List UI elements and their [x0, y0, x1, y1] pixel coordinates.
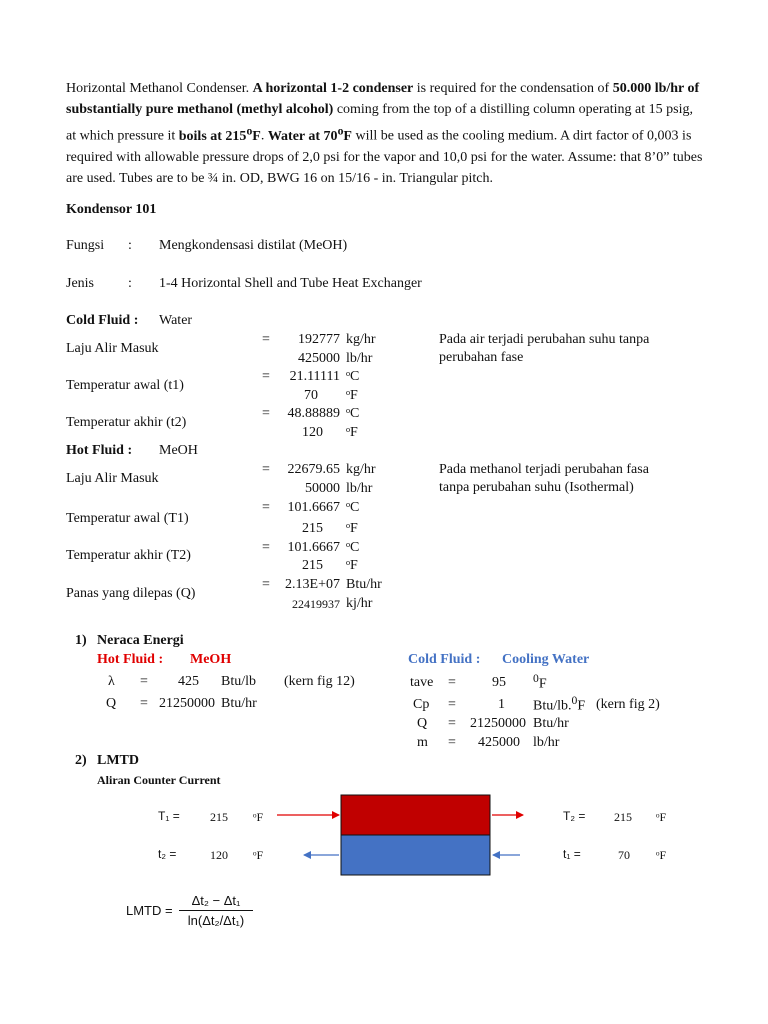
- intro-bold: boils at 215: [178, 128, 247, 144]
- cp-reference: (kern fig 2): [596, 697, 660, 712]
- hot-row-value: 101.6667: [287, 540, 340, 555]
- fungsi-colon: :: [128, 238, 132, 253]
- hot-row-unit: Btu/hr: [346, 577, 382, 592]
- cold-row-value: 21.11111: [289, 369, 340, 384]
- cold-fluid-label: Cold Fluid :: [66, 313, 139, 328]
- tave-unit-text: F: [538, 676, 547, 692]
- tave-value: 95: [492, 675, 506, 690]
- equals-sign: =: [262, 500, 270, 515]
- m-value: 425000: [478, 735, 520, 750]
- hot-fluid-heading: Hot Fluid :: [97, 652, 164, 667]
- T1-value: 215: [210, 810, 228, 824]
- T2-label: T₂ =: [563, 809, 586, 823]
- cold-row-value: 120: [302, 425, 323, 440]
- lambda-symbol: λ: [108, 674, 115, 689]
- t2-unit: ᵒF: [253, 848, 264, 862]
- degree-sup: 0: [571, 694, 578, 707]
- cold-row-value: 48.88889: [287, 406, 340, 421]
- equals-sign: =: [262, 332, 270, 347]
- fungsi-label: Fungsi: [66, 238, 105, 253]
- T1-label: T₁ =: [158, 809, 180, 823]
- cold-row-unit: ᵒC: [346, 369, 360, 384]
- intro-bold: F: [343, 128, 352, 144]
- cold-row-unit: kg/hr: [346, 332, 376, 347]
- cold-fluid-note: Pada air terjadi perubahan suhu tanpa: [439, 332, 650, 347]
- intro-text: .: [260, 128, 268, 144]
- hot-row-unit: lb/hr: [346, 481, 373, 496]
- jenis-value: 1-4 Horizontal Shell and Tube Heat Exchanger: [159, 276, 422, 291]
- hot-fluid-note: Pada methanol terjadi perubahan fasa: [439, 462, 649, 477]
- cold-stream-block: [341, 835, 490, 875]
- m-unit: lb/hr: [533, 735, 560, 750]
- intro-bold: Water at 70: [267, 128, 338, 144]
- intro-text: coming from the top of a distilling column operating at 15 psig, at which pressure it: [66, 102, 693, 144]
- section-title: LMTD: [97, 753, 139, 768]
- equals-sign: =: [262, 577, 270, 592]
- cold-row-unit: ᵒC: [346, 406, 360, 421]
- intro-text: will be used as the cooling medium. A dirt factor of 0,003 is required with allowable pressure drops of 2,0 psi for the vapor and 10,0 psi for the water. Assume: that 8’0” tubes are used. Tubes are to be ¾ in. OD, BWG 16 on 15/16 - in. Triangular pitch.: [66, 128, 703, 186]
- hot-row-value: 215: [302, 521, 323, 536]
- section-number: 2): [75, 753, 87, 768]
- flow-subtitle: Aliran Counter Current: [97, 773, 221, 787]
- t2-value: 120: [210, 848, 228, 862]
- lmtd-fraction: [179, 893, 253, 928]
- q-value: 21250000: [159, 696, 215, 711]
- cold-fluid-heading: Cold Fluid :: [408, 652, 481, 667]
- q-unit: Btu/hr: [533, 716, 569, 731]
- hot-row-value: 2.13E+07: [285, 577, 340, 592]
- hot-row-unit: ᵒF: [346, 558, 358, 573]
- fraction-bar: [179, 910, 253, 911]
- cold-fluid-name: Water: [159, 313, 193, 328]
- cold-row-unit: lb/hr: [346, 351, 373, 366]
- hot-row-unit: kj/hr: [346, 596, 373, 611]
- cp-unit-text2: F: [577, 698, 586, 714]
- lmtd-numerator: Δt₂ − Δt₁: [191, 893, 241, 908]
- m-symbol: m: [417, 735, 428, 750]
- hot-fluid-note: tanpa perubahan suhu (Isothermal): [439, 480, 634, 495]
- equals-sign: =: [448, 716, 456, 731]
- intro-bold: F: [252, 128, 261, 144]
- equals-sign: =: [448, 697, 456, 712]
- intro-sup: o: [337, 124, 344, 137]
- hot-fluid-label: Hot Fluid :: [66, 443, 133, 458]
- intro-bold: 50.000 lb/hr of substantially pure methanol (methyl alcohol): [66, 81, 700, 117]
- t2-label: t₂ =: [158, 847, 177, 861]
- T1-unit: ᵒF: [253, 810, 264, 824]
- equals-sign: =: [140, 696, 148, 711]
- hot-row-label: Temperatur akhir (T2): [66, 548, 191, 563]
- hot-row-unit: ᵒC: [346, 540, 360, 555]
- cold-fluid-note: perubahan fase: [439, 350, 524, 365]
- equals-sign: =: [262, 406, 270, 421]
- degree-sup: 0: [533, 672, 539, 685]
- section-number: 1): [75, 633, 87, 648]
- hot-row-label: Panas yang dilepas (Q): [66, 586, 196, 601]
- cold-fluid-heading-name: Cooling Water: [502, 652, 590, 667]
- jenis-label: Jenis: [66, 276, 94, 291]
- equals-sign: =: [262, 540, 270, 555]
- q-value: 21250000: [470, 716, 526, 731]
- hot-row-value: 22419937: [292, 597, 340, 611]
- fungsi-value: Mengkondensasi distilat (MeOH): [159, 238, 348, 253]
- cold-row-value: 70: [304, 388, 318, 403]
- t1-unit: ᵒF: [656, 848, 667, 862]
- equals-sign: =: [262, 369, 270, 384]
- lambda-unit: Btu/lb: [221, 674, 257, 689]
- lmtd-denominator: ln(Δt₂/Δt₁): [187, 913, 245, 928]
- equals-sign: =: [448, 675, 456, 690]
- hot-row-label: Laju Alir Masuk: [66, 471, 159, 486]
- q-symbol: Q: [106, 696, 117, 711]
- cold-row-value: 425000: [298, 351, 340, 366]
- cp-symbol: Cp: [413, 697, 430, 712]
- cold-row-label: Laju Alir Masuk: [66, 341, 159, 356]
- cp-unit-text: Btu/lb.: [533, 698, 572, 714]
- hot-row-unit: kg/hr: [346, 462, 376, 477]
- equals-sign: =: [262, 462, 270, 477]
- q-unit: Btu/hr: [221, 696, 257, 711]
- hot-row-unit: ᵒF: [346, 521, 358, 536]
- hot-row-value: 22679.65: [287, 462, 340, 477]
- cold-row-label: Temperatur akhir (t2): [66, 415, 187, 430]
- kondensor-title: Kondensor 101: [66, 202, 157, 217]
- intro-text: is required for the condensation of: [413, 81, 613, 96]
- lambda-value: 425: [178, 674, 199, 689]
- hot-fluid-heading-name: MeOH: [190, 652, 232, 667]
- cold-row-label: Temperatur awal (t1): [66, 378, 184, 393]
- lambda-reference: (kern fig 12): [284, 674, 355, 689]
- hot-row-value: 50000: [305, 481, 340, 496]
- cp-value: 1: [498, 697, 505, 712]
- hot-fluid-name: MeOH: [159, 443, 198, 458]
- intro-sup: o: [246, 124, 253, 137]
- jenis-colon: :: [128, 276, 132, 291]
- hot-row-label: Temperatur awal (T1): [66, 511, 189, 526]
- T2-unit: ᵒF: [656, 810, 667, 824]
- hot-row-unit: ᵒC: [346, 500, 360, 515]
- hot-row-value: 215: [302, 558, 323, 573]
- intro-bold: A horizontal 1-2 condenser: [252, 81, 414, 96]
- cold-row-unit: ᵒF: [346, 388, 358, 403]
- cold-row-unit: ᵒF: [346, 425, 358, 440]
- tave-symbol: tave: [410, 675, 434, 690]
- t1-label: t₁ =: [563, 847, 581, 861]
- hot-stream-block: [341, 795, 490, 835]
- lmtd-label: LMTD =: [126, 903, 173, 918]
- t1-value: 70: [618, 848, 630, 862]
- T2-value: 215: [614, 810, 632, 824]
- hot-row-value: 101.6667: [287, 500, 340, 515]
- equals-sign: =: [140, 674, 148, 689]
- q-symbol: Q: [417, 716, 428, 731]
- intro-text: Horizontal Methanol Condenser.: [66, 81, 253, 96]
- cold-row-value: 192777: [298, 332, 340, 347]
- equals-sign: =: [448, 735, 456, 750]
- section-title: Neraca Energi: [97, 633, 184, 648]
